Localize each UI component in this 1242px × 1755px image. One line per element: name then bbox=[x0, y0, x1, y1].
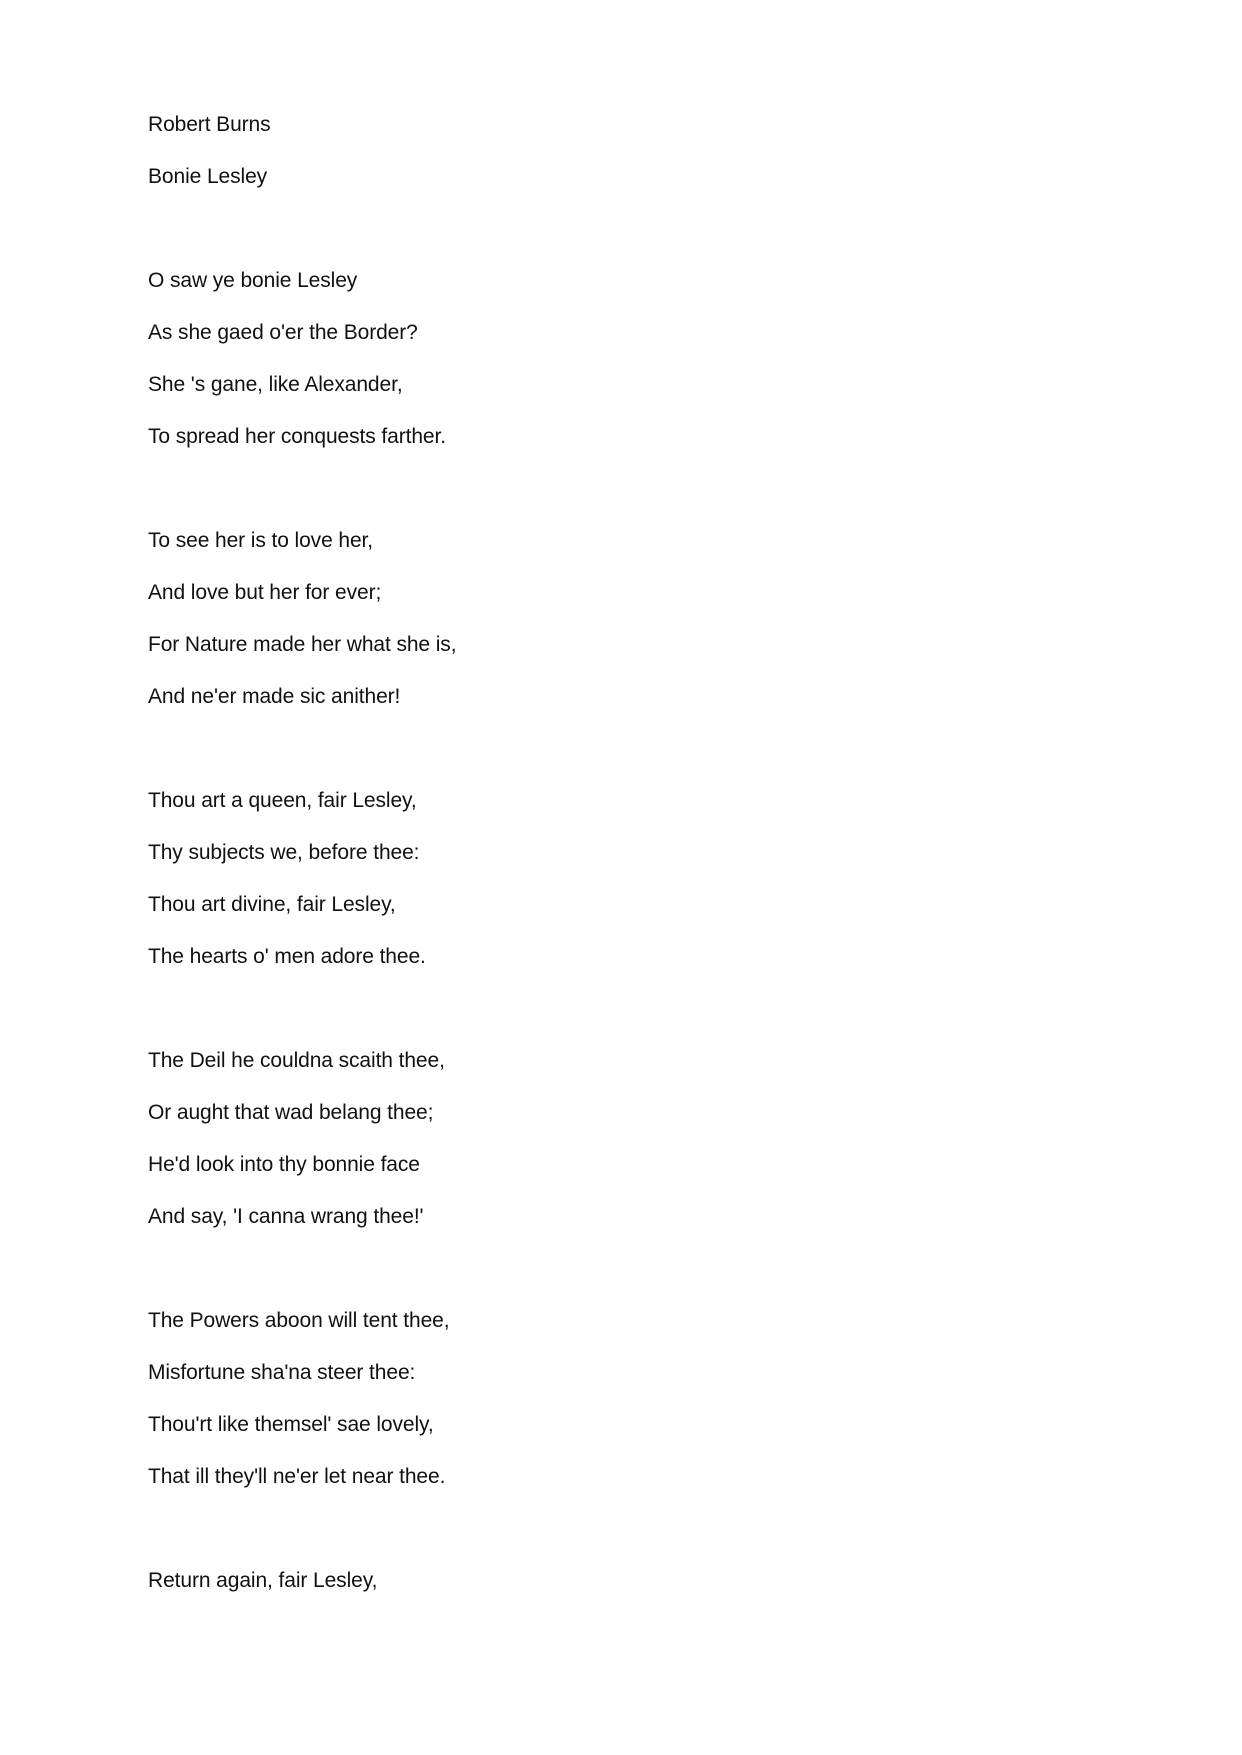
poem-line: And love but her for ever; bbox=[148, 581, 382, 604]
poem-line: O saw ye bonie Lesley bbox=[148, 269, 358, 292]
poem-line: The hearts o' men adore thee. bbox=[148, 945, 426, 968]
poem-author: Robert Burns bbox=[148, 113, 271, 136]
poem-line: That ill they'll ne'er let near thee. bbox=[148, 1465, 446, 1488]
poem-line: Thou'rt like themsel' sae lovely, bbox=[148, 1413, 434, 1436]
poem-line: She 's gane, like Alexander, bbox=[148, 373, 403, 396]
poem-line: For Nature made her what she is, bbox=[148, 633, 457, 656]
poem-line: And say, 'I canna wrang thee!' bbox=[148, 1205, 424, 1228]
poem-line: Return again, fair Lesley, bbox=[148, 1569, 378, 1592]
poem-line: The Deil he couldna scaith thee, bbox=[148, 1049, 445, 1072]
poem-line: To see her is to love her, bbox=[148, 529, 374, 552]
poem-line: Thou art a queen, fair Lesley, bbox=[148, 789, 417, 812]
poem-line: The Powers aboon will tent thee, bbox=[148, 1309, 450, 1332]
poem-line: He'd look into thy bonnie face bbox=[148, 1153, 420, 1176]
poem-title: Bonie Lesley bbox=[148, 165, 268, 188]
poem-line: Thy subjects we, before thee: bbox=[148, 841, 420, 864]
poem-line: Or aught that wad belang thee; bbox=[148, 1101, 434, 1124]
poem-line: And ne'er made sic anither! bbox=[148, 685, 401, 708]
poem-line: As she gaed o'er the Border? bbox=[148, 321, 418, 344]
poem-line: Thou art divine, fair Lesley, bbox=[148, 893, 396, 916]
poem-line: Misfortune sha'na steer thee: bbox=[148, 1361, 416, 1384]
poem-line: To spread her conquests farther. bbox=[148, 425, 446, 448]
